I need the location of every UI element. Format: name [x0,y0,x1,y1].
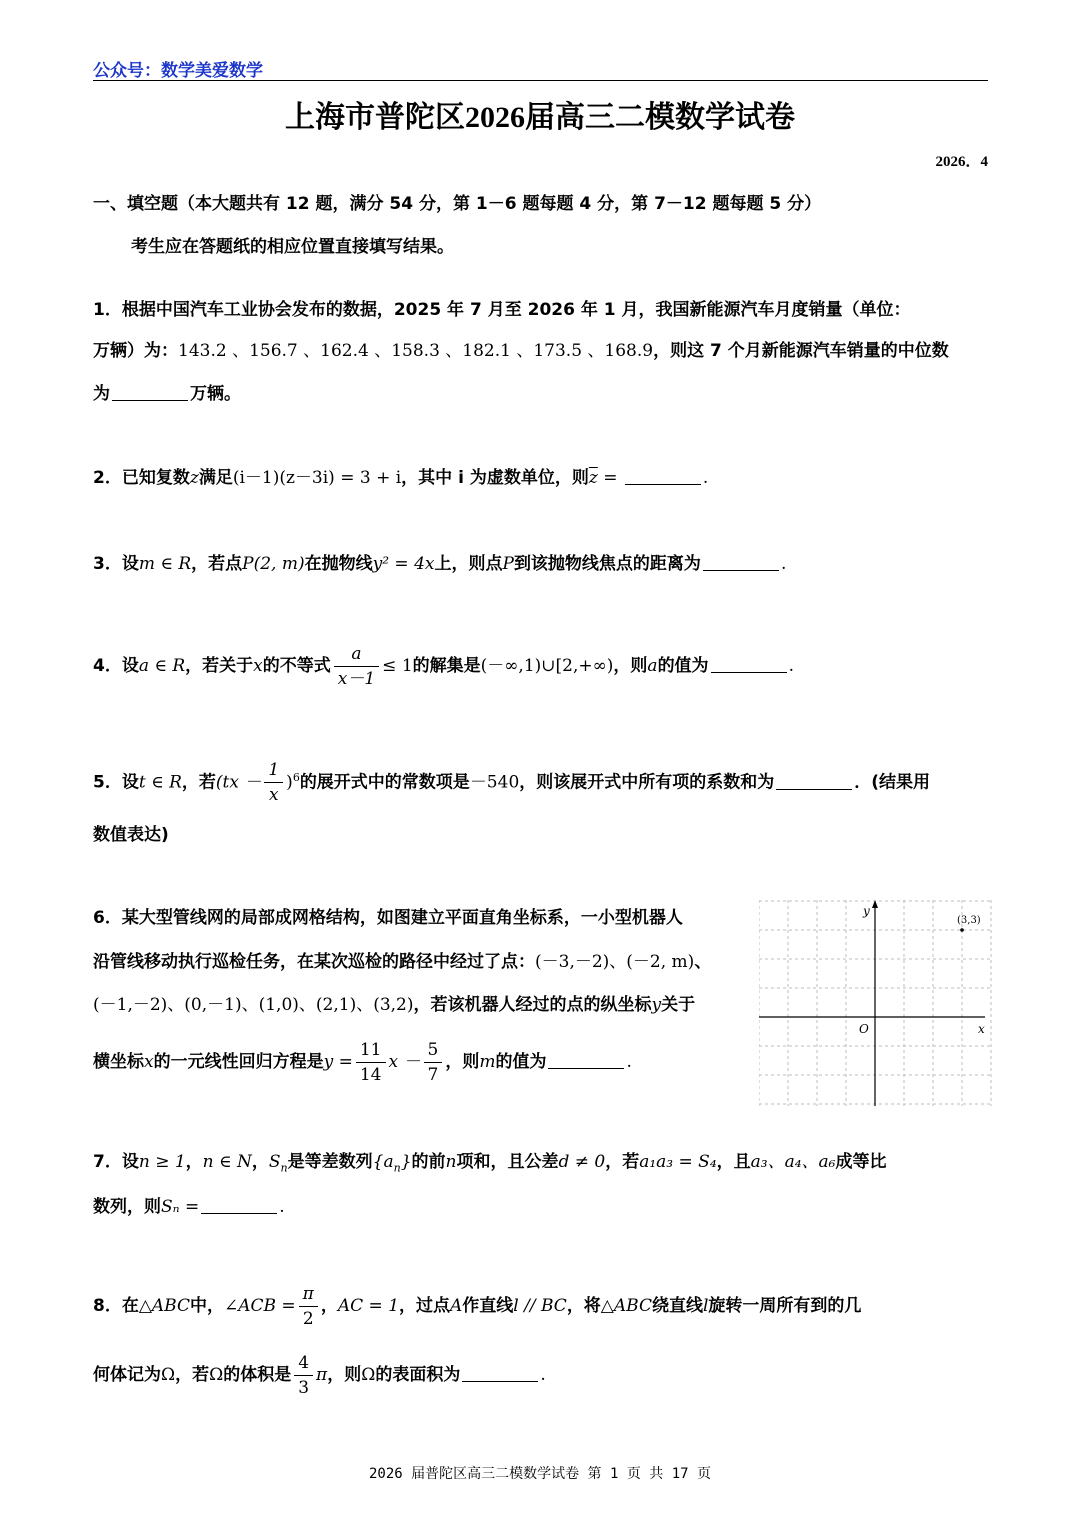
q6-grid-figure [759,898,992,1108]
q5-condition: t ∈ R [138,772,182,793]
q3-text: 3．设 [93,554,139,574]
q8-text: ，若 [175,1365,210,1385]
q8-abc: ABC [613,1296,652,1316]
title-year: 2026 [465,101,525,134]
q7-prod: a₁a₃ = S₄ [639,1152,717,1172]
q8-v-den: 3 [298,1377,310,1398]
q1-text: 万辆。 [190,384,241,404]
q7-d: d ≠ 0 [558,1152,606,1172]
q7-text: 7．设 [93,1152,139,1172]
q8-pi: π [299,1282,318,1307]
q1-text: ，则这 7 个月新能源汽车销量的中位数 [653,341,949,361]
q5-frac-den: x [268,785,279,806]
q5-fraction [264,758,283,807]
q7-seq: } [400,1152,412,1172]
q8-text: 绕直线 [651,1296,703,1316]
q6-frac2 [424,1038,443,1087]
q6-text: ，则 [445,1052,480,1072]
q4-text: ，若关于 [185,656,254,676]
q8-text: 8．在△ [93,1296,152,1316]
q4-text: ，则 [613,656,648,676]
q3-P: P [502,554,514,574]
q2-equals: = [597,468,623,488]
q4-condition: a ∈ R [138,656,186,676]
q8-A: A [450,1296,463,1316]
q5-text: ，则该展开式中所有项的系数和为 [519,772,775,793]
q7-text: 数列，则 [93,1197,161,1217]
q5-const: －540 [469,772,520,793]
answer-blank[interactable] [548,1052,624,1069]
q5-text: ，若 [181,772,216,793]
q2-text: ，其中 i 为虚数单位，则 [401,468,589,488]
q6-line3 [93,994,695,1016]
q7-line1 [93,1151,887,1179]
q7-text: 项和，且公差 [456,1152,559,1172]
q7-text: 是等差数列 [287,1152,373,1172]
q2-z: z [189,468,199,488]
q6-frac1-den: 14 [359,1064,382,1085]
section-instruction: 考生应在答题纸的相应位置直接填写结果。 [131,237,454,257]
q7-text: ， [185,1152,203,1172]
q8-line1 [93,1280,861,1332]
q6-points: (－1,－2)、(0,－1)、(1,0)、(2,1)、(3,2) [93,995,414,1015]
q8-omega: Ω [361,1365,376,1385]
q6-eq: y = [323,1052,353,1072]
q5-power: 6 [292,771,300,784]
q8-pi-fraction [299,1282,318,1331]
q5-expr: ) [286,772,293,793]
q6-frac2-num: 5 [424,1038,443,1063]
q2-equation: (i－1)(z－3i) = 3 + i [232,468,402,488]
q6-line4: 横坐标x的一元线性回归方程是y = $\frac{11}{14}$ x － $\frac{5}{7}$ ，则m的值为 . [93,1039,632,1085]
q8-angle: ∠ACB = [224,1296,296,1316]
q7-text: ， [251,1152,269,1172]
q8-parallel: l // BC [513,1296,567,1316]
title-suffix: 届高三二模数学试卷 [525,100,795,135]
answer-blank[interactable] [711,656,787,673]
q3-text: ，若点 [191,554,243,574]
q8-volume-fraction [294,1351,313,1400]
q4-line: 4．设a ∈ R，若关于x的不等式 $\frac{a}{x-1}$ ≤ 1的解集是(－∞,1)∪[2,+∞)，则a的值为 . [93,643,794,689]
q4-text: 的不等式 [262,656,331,676]
header-rule [93,80,988,81]
q2-text: 2．已知复数 [93,468,190,488]
q5-text: 的展开式中的常数项是 [299,772,470,793]
q1-values: 143.2 、156.7 、162.4 、158.3 、182.1 、173.5 、168.9 [178,341,654,361]
q8-text: ，过点 [399,1296,451,1316]
q5-text: ．(结果用 [854,772,931,793]
account-label: 公众号：数学美爱数学 [93,61,263,81]
q8-abc: ABC [151,1296,190,1316]
q8-text: 旋转一周所有到的几 [708,1296,862,1316]
q6-points: (－3,－2)、(－2, m) [535,952,695,972]
page-title [0,92,1080,136]
q8-omega: Ω [161,1365,176,1385]
q7-cond1: n ≥ 1 [138,1152,186,1172]
q3-parabola: y² = 4x [372,554,435,574]
q7-seq: {a [372,1152,394,1172]
q4-ineq: ≤ 1 [382,656,413,676]
q4-frac-num: a [334,642,379,667]
q7-text: ，若 [605,1152,640,1172]
q6-text: ，若该机器人经过的点的纵坐标 [413,995,652,1015]
x-axis-label: x [978,1022,985,1036]
q6-frac2-den: 7 [427,1064,439,1085]
q7-text: 的前 [411,1152,446,1172]
q8-text: 作直线 [462,1296,514,1316]
q6-line2 [93,951,711,973]
q6-text: 的值为 [495,1052,547,1072]
q7-text: ，且 [716,1152,751,1172]
y-axis-arrow-icon [872,900,878,908]
q4-text: 的解集是 [412,656,481,676]
page-footer: 2026 届普陀区高三二模数学试卷 第 1 页 共 17 页 [368,1466,711,1482]
q6-y: y [651,995,662,1015]
title-prefix: 上海市普陀区 [285,100,465,135]
q1-line3 [93,383,241,405]
exam-date: 2026．4 [935,154,988,170]
y-axis-label: y [863,904,870,918]
q7-terms: a₃、a₄、a₆ [750,1152,836,1172]
q8-pi: π [316,1365,328,1385]
q1-text: 万辆）为： [93,341,178,361]
section-heading: 一、填空题（本大题共有 12 题，满分 54 分，第 1－6 题每题 4 分，第 7－12 题每题 5 分） [93,194,822,214]
q8-text: 的表面积为 [375,1365,461,1385]
q6-text: 的一元线性回归方程是 [153,1052,324,1072]
q5-text: 5．设 [93,772,139,793]
answer-blank[interactable] [703,554,779,571]
q4-a: a [647,656,658,676]
q2-zbar: $\overline{z}$ [588,468,598,488]
q6-text: 关于 [661,995,696,1015]
q4-text: 4．设 [93,656,139,676]
q8-text: 的体积是 [223,1365,292,1385]
answer-blank[interactable] [112,384,188,401]
q6-eq: x － [388,1052,421,1072]
q6-m: m [479,1052,496,1072]
q8-text: 中， [190,1296,224,1316]
q7-S: S [268,1152,281,1172]
q8-text: 何体记为 [93,1365,161,1385]
q4-frac-den: x－1 [337,668,376,689]
q3-text: 在抛物线 [304,554,373,574]
q7-seq-sub: n [393,1161,401,1175]
q3-text: 上，则点 [434,554,503,574]
answer-blank[interactable] [625,468,701,485]
q7-n: n [445,1152,457,1172]
q7-text: . [279,1197,285,1217]
q8-ac: AC = 1 [337,1296,400,1316]
q3-condition: m ∈ R [138,554,192,574]
q6-text: 横坐标 [93,1052,144,1072]
q6-frac1-num: 11 [356,1038,386,1063]
q5-line1 [93,752,930,809]
q5-expr: (tx － [215,772,262,793]
q5-line2: 数值表达) [93,825,169,845]
q3-point: P(2, m) [242,554,305,574]
q4-set: (－∞,1)∪[2,+∞) [480,656,614,676]
origin-label: O [859,1022,869,1036]
answer-blank[interactable] [201,1197,277,1214]
q2-line: 2．已知复数z满足(i－1)(z－3i) = 3 + i，其中 i 为虚数单位，则$\overline{z}$ = . [93,468,709,488]
q8-v-num: 4 [294,1351,313,1376]
q7-Sn: Sₙ = [161,1197,200,1217]
q8-omega: Ω [209,1365,224,1385]
q4-fraction [334,642,379,691]
point-label: (3,3) [957,915,981,926]
q4-x: x [253,656,263,676]
q4-text: 的值为 [657,656,709,676]
q6-x: x [144,1052,154,1072]
q8-text: ， [320,1296,338,1316]
point-3-3 [960,928,964,932]
q1-line2 [93,340,949,362]
q8-text: ，则 [327,1365,362,1385]
q1-text: 为 [93,384,110,404]
q5-frac-num: 1 [264,758,283,783]
q7-text: 成等比 [835,1152,887,1172]
q8-text: . [540,1365,546,1385]
q7-S-sub: n [280,1161,288,1175]
q8-line2 [93,1349,546,1401]
q6-text: 、 [694,952,712,972]
answer-blank[interactable] [776,773,852,790]
q6-line1: 6．某大型管线网的局部成网格结构，如图建立平面直角坐标系，一小型机器人 [93,908,683,928]
q3-text: 到该抛物线焦点的距离为 [513,554,701,574]
q8-l: l [702,1296,709,1316]
q7-cond2: n ∈ N [202,1152,252,1172]
q1-line1: 1．根据中国汽车工业协会发布的数据，2025 年 7 月至 2026 年 1 月，我国新能源汽车月度销量（单位： [93,300,911,320]
q7-line2 [93,1196,285,1218]
q8-text: ，将△ [566,1296,614,1316]
q6-text: 沿管线移动执行巡检任务，在某次巡检的路径中经过了点： [93,952,535,972]
q3-line: 3．设m ∈ R，若点P(2, m)在抛物线y² = 4x上，则点P到该抛物线焦点的距离为 . [93,554,787,574]
answer-blank[interactable] [462,1365,538,1382]
q2-text: 满足 [198,468,233,488]
q6-frac1 [356,1038,386,1087]
q8-pi-den: 2 [302,1308,314,1329]
